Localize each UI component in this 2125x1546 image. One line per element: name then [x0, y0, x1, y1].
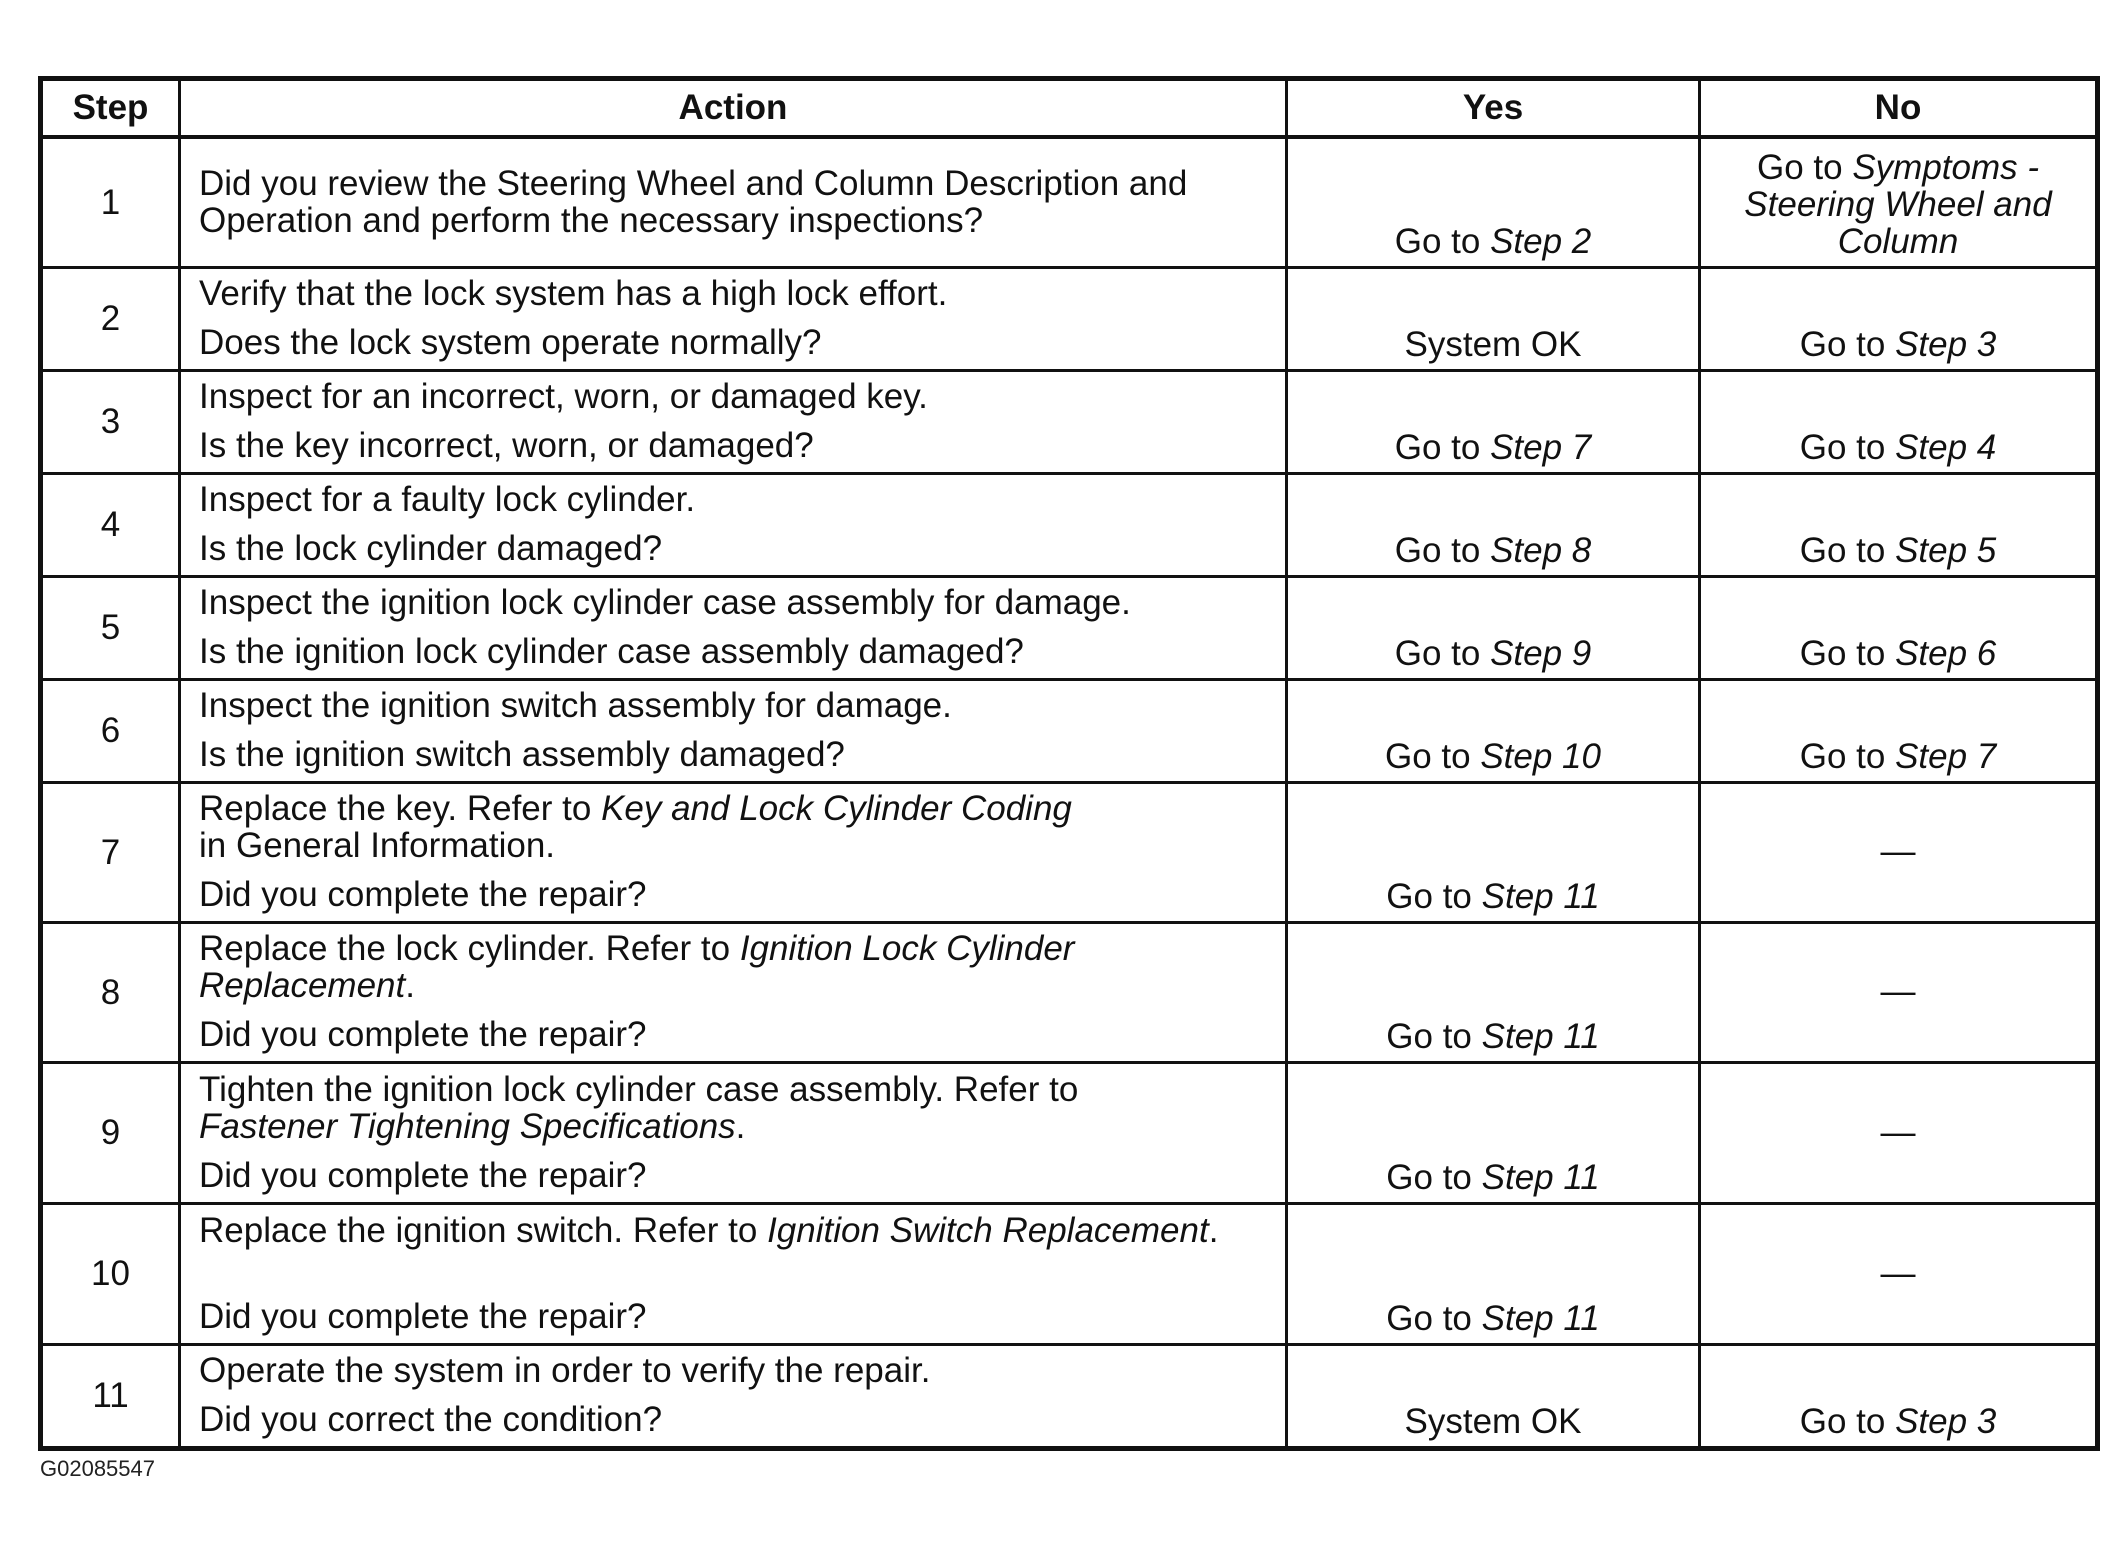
step-number: 8: [41, 923, 180, 1063]
no-step-link[interactable]: Step 4: [1895, 428, 1997, 467]
reference-link[interactable]: Fastener Tightening Specifications: [199, 1106, 736, 1146]
no-symptoms-link[interactable]: Symptoms -: [1852, 148, 2040, 187]
table-row: [41, 1345, 2098, 1449]
no-cell: [1700, 137, 2098, 268]
no-cell: [1700, 577, 2098, 680]
action-text: Tighten the ignition lock cylinder case assembly. Refer to: [199, 1069, 1079, 1109]
no-cell: [1700, 371, 2098, 474]
table-row: [41, 371, 2098, 474]
action-text: Replacement.: [199, 966, 415, 1005]
action-text: Inspect for an incorrect, worn, or damaged key.: [199, 377, 928, 416]
action-question: Is the ignition switch assembly damaged?: [199, 735, 845, 774]
yes-step-link[interactable]: Step 11: [1481, 1299, 1600, 1338]
step-number: 3: [41, 371, 180, 474]
action-question: Did you complete the repair?: [199, 1015, 647, 1054]
action-text: Inspect the ignition lock cylinder case assembly for damage.: [199, 583, 1131, 622]
action-text: Replace the ignition switch. Refer to Ignition Switch Replacement.: [199, 1210, 1219, 1250]
figure-code: G02085547: [40, 1456, 155, 1481]
header-yes: Yes: [1287, 79, 1700, 138]
yes-cell: [1287, 923, 1700, 1063]
step-number: 11: [41, 1345, 180, 1449]
yes-cell: [1287, 577, 1700, 680]
table-row: [41, 680, 2098, 783]
no-step-link[interactable]: Step 7: [1895, 737, 1997, 776]
action-question: Did you complete the repair?: [199, 875, 647, 914]
action-text: in General Information.: [199, 826, 556, 865]
step-number: 5: [41, 577, 180, 680]
table-row: [41, 137, 2098, 268]
yes-cell: [1287, 680, 1700, 783]
action-question: Is the ignition lock cylinder case assembly damaged?: [199, 632, 1024, 671]
no-step-link[interactable]: Step 3: [1895, 1402, 1997, 1441]
no-cell: [1700, 474, 2098, 577]
yes-step-link[interactable]: Step 9: [1490, 634, 1592, 673]
yes-step-link[interactable]: Step 2: [1490, 222, 1592, 261]
no-prefix: Go to: [1799, 737, 1896, 776]
no-prefix: Go to: [1799, 325, 1896, 364]
no-step-link[interactable]: Step 3: [1895, 325, 1997, 364]
table-row: [41, 577, 2098, 680]
action-cell: [180, 1204, 1287, 1345]
no-prefix: Go to: [1799, 428, 1896, 467]
action-cell: [180, 783, 1287, 923]
yes-cell: [1287, 1063, 1700, 1204]
header-action: Action: [180, 79, 1287, 138]
step-number: 7: [41, 783, 180, 923]
no-prefix: Go to: [1756, 148, 1853, 187]
action-cell: [180, 474, 1287, 577]
action-cell: [180, 1345, 1287, 1449]
action-cell: [180, 923, 1287, 1063]
yes-prefix: Go to: [1394, 634, 1491, 673]
table-row: [41, 1063, 2098, 1204]
step-number: 2: [41, 268, 180, 371]
header-row: [41, 79, 2098, 138]
step-number: 6: [41, 680, 180, 783]
action-cell: [180, 577, 1287, 680]
no-cell: —: [1700, 1063, 2098, 1204]
action-question: Did you complete the repair?: [199, 1296, 647, 1336]
action-question: Did you correct the condition?: [199, 1400, 663, 1439]
action-cell: [180, 1063, 1287, 1204]
reference-link[interactable]: Ignition Switch Replacement: [767, 1210, 1209, 1250]
action-text: Operate the system in order to verify the repair.: [199, 1351, 931, 1390]
action-cell: [180, 268, 1287, 371]
diagnostic-table: [38, 76, 2100, 1451]
no-prefix: Go to: [1799, 1402, 1896, 1441]
no-cell: [1700, 680, 2098, 783]
reference-link[interactable]: Ignition Lock Cylinder: [739, 929, 1075, 968]
action-cell: [180, 680, 1287, 783]
action-question: Is the lock cylinder damaged?: [199, 529, 663, 568]
no-symptoms-link[interactable]: Steering Wheel and: [1744, 185, 2052, 224]
action-text: Verify that the lock system has a high lock effort.: [199, 274, 948, 313]
table-row: [41, 783, 2098, 923]
yes-step-link[interactable]: Step 8: [1490, 531, 1592, 570]
no-cell: —: [1700, 923, 2098, 1063]
no-prefix: Go to: [1799, 634, 1896, 673]
reference-link[interactable]: Key and Lock Cylinder Coding: [601, 789, 1072, 828]
table-row: [41, 923, 2098, 1063]
yes-prefix: Go to: [1386, 1017, 1482, 1056]
action-cell: [180, 137, 1287, 268]
yes-prefix: Go to: [1386, 877, 1482, 916]
action-text: Replace the key. Refer to Key and Lock Cylinder Coding: [199, 789, 1072, 828]
action-text: Fastener Tightening Specifications.: [199, 1106, 746, 1146]
header-step: Step: [41, 79, 180, 138]
no-cell: [1700, 268, 2098, 371]
no-cell: —: [1700, 783, 2098, 923]
action-question: Did you complete the repair?: [199, 1155, 647, 1195]
yes-prefix: Go to: [1386, 1158, 1482, 1197]
action-cell: [180, 371, 1287, 474]
action-text: Did you review the Steering Wheel and Column Description and: [199, 163, 1188, 203]
step-number: 10: [41, 1204, 180, 1345]
yes-step-link[interactable]: Step 11: [1481, 1017, 1600, 1056]
no-symptoms-link[interactable]: Column: [1837, 222, 1959, 261]
yes-prefix: Go to: [1394, 222, 1491, 261]
yes-prefix: Go to: [1385, 737, 1481, 776]
yes-step-link[interactable]: Step 7: [1490, 428, 1592, 467]
no-step-link[interactable]: Step 6: [1895, 634, 1997, 673]
no-step-link[interactable]: Step 5: [1895, 531, 1997, 570]
step-number: 4: [41, 474, 180, 577]
yes-step-link[interactable]: Step 10: [1480, 737, 1601, 776]
header-no: No: [1700, 79, 2098, 138]
yes-cell: [1287, 474, 1700, 577]
action-text: Replace the lock cylinder. Refer to Ignition Lock Cylinder: [199, 929, 1075, 968]
step-number: 9: [41, 1063, 180, 1204]
yes-cell: [1287, 783, 1700, 923]
no-cell: [1700, 1345, 2098, 1449]
no-prefix: Go to: [1799, 531, 1896, 570]
no-cell: —: [1700, 1204, 2098, 1345]
yes-prefix: Go to: [1394, 531, 1491, 570]
table-row: [41, 268, 2098, 371]
yes-cell: System OK: [1287, 268, 1700, 371]
reference-link[interactable]: Replacement: [199, 966, 406, 1005]
table-row: [41, 1204, 2098, 1345]
action-question: Does the lock system operate normally?: [199, 323, 822, 362]
action-question: Is the key incorrect, worn, or damaged?: [199, 426, 814, 465]
table-row: [41, 474, 2098, 577]
action-text: Inspect the ignition switch assembly for damage.: [199, 686, 952, 725]
yes-prefix: Go to: [1386, 1299, 1482, 1338]
yes-step-link[interactable]: Step 11: [1481, 877, 1600, 916]
action-text: Inspect for a faulty lock cylinder.: [199, 480, 696, 519]
yes-cell: [1287, 1204, 1700, 1345]
yes-cell: [1287, 371, 1700, 474]
yes-prefix: Go to: [1394, 428, 1491, 467]
action-text: Operation and perform the necessary inspections?: [199, 200, 984, 240]
yes-cell: [1287, 137, 1700, 268]
yes-cell: System OK: [1287, 1345, 1700, 1449]
step-number: 1: [41, 137, 180, 268]
yes-step-link[interactable]: Step 11: [1481, 1158, 1600, 1197]
